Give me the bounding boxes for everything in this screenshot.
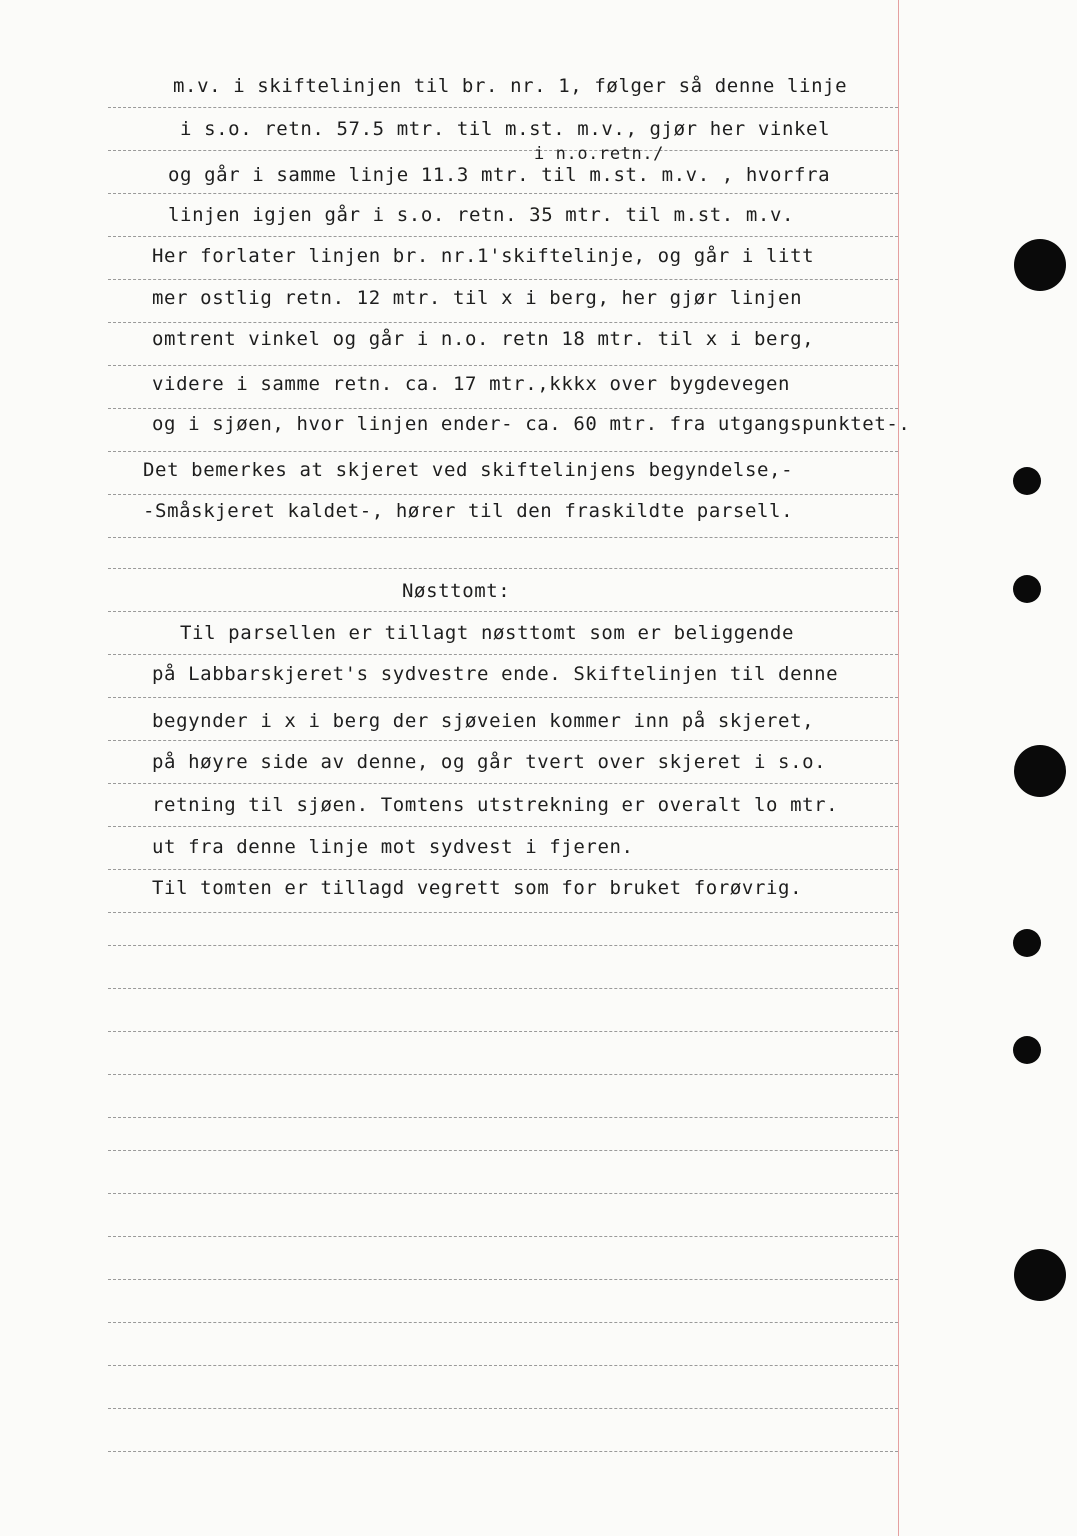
ruled-line — [108, 494, 898, 495]
text-line: begynder i x i berg der sjøveien kommer inn på skjeret, — [152, 710, 815, 732]
ruled-line — [108, 869, 898, 870]
text-line: og går i samme linje 11.3 mtr. til m.st. m.v. , hvorfra — [168, 164, 831, 186]
ruled-line — [108, 740, 898, 741]
ruled-line — [108, 945, 898, 946]
ruled-line — [108, 912, 898, 913]
ruled-line — [108, 1365, 898, 1366]
text-line: videre i samme retn. ca. 17 mtr.,kkkx over bygdevegen — [152, 373, 791, 395]
text-line: linjen igjen går i s.o. retn. 35 mtr. til m.st. m.v. — [168, 204, 795, 226]
ruled-line — [108, 451, 898, 452]
ruled-line — [108, 1193, 898, 1194]
section-heading: Nøsttomt: — [402, 580, 511, 602]
ruled-line — [108, 988, 898, 989]
text-line: omtrent vinkel og går i n.o. retn 18 mtr. til x i berg, — [152, 328, 815, 350]
text-line: på Labbarskjeret's sydvestre ende. Skiftelinjen til denne — [152, 663, 839, 685]
ruled-line — [108, 193, 898, 194]
ruled-line — [108, 1150, 898, 1151]
text-line: i s.o. retn. 57.5 mtr. til m.st. m.v., gjør her vinkel — [180, 118, 831, 140]
punch-hole — [1014, 1249, 1066, 1301]
text-line: Til tomten er tillagd vegrett som for bruket forøvrig. — [152, 877, 803, 899]
ruled-line — [108, 568, 898, 569]
punch-hole — [1013, 929, 1041, 957]
ruled-line — [108, 654, 898, 655]
ruled-line — [108, 1236, 898, 1237]
ruled-line — [108, 537, 898, 538]
punch-hole — [1013, 467, 1041, 495]
punch-hole — [1014, 745, 1066, 797]
text-line: Det bemerkes at skjeret ved skiftelinjens begyndelse,- — [143, 459, 794, 481]
text-line: Til parsellen er tillagt nøsttomt som er beliggende — [180, 622, 794, 644]
punch-hole — [1013, 1036, 1041, 1064]
punch-hole — [1013, 575, 1041, 603]
ruled-line — [108, 1031, 898, 1032]
ruled-line — [108, 1451, 898, 1452]
text-line: ut fra denne linje mot sydvest i fjeren. — [152, 836, 634, 858]
ruled-line — [108, 611, 898, 612]
ruled-line — [108, 279, 898, 280]
ruled-line — [108, 322, 898, 323]
ruled-line — [108, 236, 898, 237]
ruled-line — [108, 1322, 898, 1323]
ruled-line — [108, 365, 898, 366]
ruled-line — [108, 783, 898, 784]
ruled-line — [108, 826, 898, 827]
ruled-line — [108, 408, 898, 409]
margin-line — [898, 0, 899, 1536]
text-line: og i sjøen, hvor linjen ender- ca. 60 mtr. fra utgangspunktet-. — [152, 413, 911, 435]
ruled-line — [108, 1074, 898, 1075]
text-line: retning til sjøen. Tomtens utstrekning er overalt lo mtr. — [152, 794, 839, 816]
text-line: på høyre side av denne, og går tvert over skjeret i s.o. — [152, 751, 827, 773]
text-line: m.v. i skiftelinjen til br. nr. 1, følger så denne linje — [173, 75, 848, 97]
ruled-line — [108, 1279, 898, 1280]
text-line: mer ostlig retn. 12 mtr. til x i berg, her gjør linjen — [152, 287, 803, 309]
ruled-line — [108, 697, 898, 698]
ruled-line — [108, 150, 898, 151]
punch-hole — [1014, 239, 1066, 291]
text-line: -Småskjeret kaldet-, hører til den fraskildte parsell. — [143, 500, 794, 522]
text-line: Her forlater linjen br. nr.1'skiftelinje, og går i litt — [152, 245, 815, 267]
ruled-line — [108, 1117, 898, 1118]
ruled-line — [108, 107, 898, 108]
ruled-line — [108, 1408, 898, 1409]
handwritten-insertion: i n.o.retn./ — [534, 144, 665, 164]
